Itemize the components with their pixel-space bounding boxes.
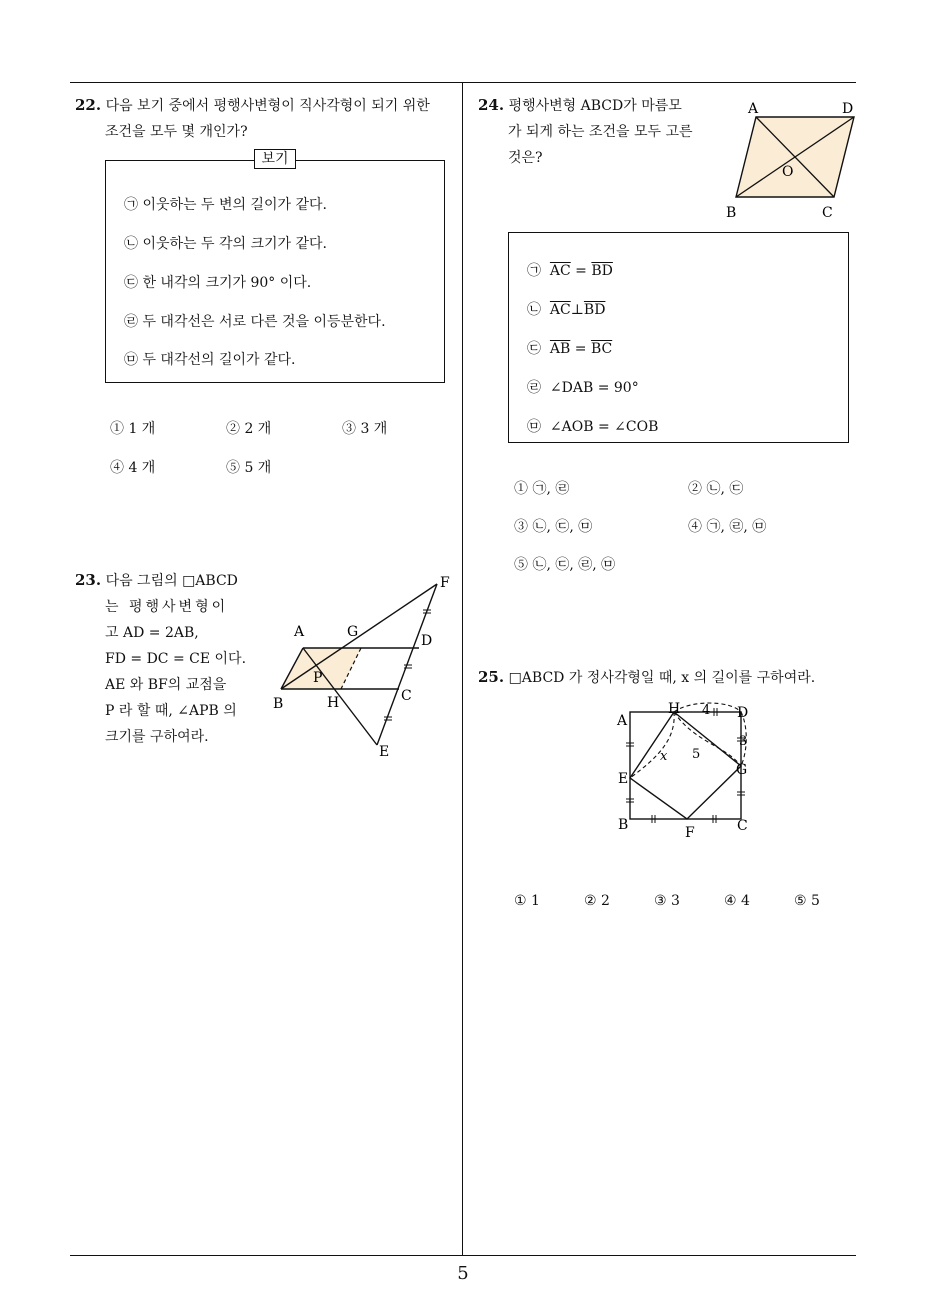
question-text-line: 고 AD = 2AB,: [105, 625, 199, 641]
label-C: C: [737, 818, 748, 834]
choice-3[interactable]: ③ 3: [654, 893, 680, 909]
question-text-line: FD = DC = CE 이다.: [105, 651, 247, 667]
q24-figure: [720, 95, 860, 225]
page-number: 5: [457, 1263, 469, 1284]
question-25: [478, 664, 815, 691]
choice-5[interactable]: ⑤ 5: [794, 893, 820, 909]
label-C: C: [822, 205, 833, 221]
question-text-line: 크기를 구하여라.: [105, 729, 209, 745]
question-24: [478, 92, 718, 171]
label-C: C: [401, 688, 412, 704]
choice-4[interactable]: ④ ㉠, ㉣, ㉤: [688, 519, 767, 535]
label-H: H: [327, 695, 340, 711]
choice-5[interactable]: ⑤ 5 개: [226, 460, 272, 476]
top-rule: [70, 82, 856, 83]
q23-figure: [265, 570, 465, 765]
label-H: H: [668, 701, 681, 717]
condition-2: ㉡ $\overline{AC}\perp\overline{BD}$: [527, 302, 606, 318]
label-G: G: [736, 762, 748, 778]
question-number: 22.: [75, 96, 102, 114]
bogi-box: [105, 151, 445, 383]
label-3: 3: [739, 734, 748, 749]
question-text-line: P 라 할 때, ∠APB 의: [105, 703, 237, 719]
label-P: P: [313, 670, 323, 686]
choice-4[interactable]: ④ 4 개: [110, 460, 156, 476]
choice-1[interactable]: ① 1: [514, 893, 540, 909]
condition-3: ㉢ 한 내각의 크기가 90° 이다.: [124, 275, 312, 291]
label-A: A: [294, 624, 305, 640]
choice-5[interactable]: ⑤ ㉡, ㉢, ㉣, ㉤: [514, 557, 616, 573]
question-23: [75, 567, 255, 750]
label-4: 4: [702, 703, 711, 718]
bottom-rule: [70, 1255, 856, 1256]
choice-4[interactable]: ④ 4: [724, 893, 750, 909]
choice-2[interactable]: ② ㉡, ㉢: [688, 481, 744, 497]
label-D: D: [842, 101, 854, 117]
label-B: B: [273, 696, 284, 712]
question-text-line: 가 되게 하는 조건을 모두 고른: [508, 124, 693, 140]
question-text-line: 다음 보기 중에서 평행사변형이 직사각형이 되기 위한: [105, 98, 430, 114]
question-text-line: 조건을 모두 몇 개인가?: [105, 124, 248, 140]
label-A: A: [617, 713, 628, 729]
label-A: A: [748, 101, 759, 117]
question-number: 25.: [478, 668, 505, 686]
condition-4: ㉣ 두 대각선은 서로 다른 것을 이등분한다.: [124, 314, 386, 330]
condition-5: ㉤ 두 대각선의 길이가 같다.: [124, 352, 296, 368]
label-E: E: [618, 771, 629, 787]
choice-2[interactable]: ② 2: [584, 893, 610, 909]
choice-2[interactable]: ② 2 개: [226, 421, 272, 437]
conditions-box: [508, 232, 849, 443]
label-D: D: [421, 633, 433, 649]
question-text-line: 다음 그림의 □ABCD: [105, 573, 238, 589]
choice-1[interactable]: ① 1 개: [110, 421, 156, 437]
condition-5: ㉤ ∠AOB = ∠COB: [527, 419, 659, 435]
choice-3[interactable]: ③ 3 개: [342, 421, 388, 437]
question-number: 23.: [75, 571, 102, 589]
question-text-line: 는 평행사변형이: [105, 599, 229, 615]
question-22: [75, 92, 455, 145]
condition-1: ㉠ 이웃하는 두 변의 길이가 같다.: [124, 197, 327, 213]
label-F: F: [685, 825, 695, 841]
label-x: x: [660, 749, 668, 764]
label-E: E: [379, 744, 390, 760]
question-text-line: 평행사변형 ABCD가 마름모: [508, 98, 682, 114]
choice-1[interactable]: ① ㉠, ㉣: [514, 481, 570, 497]
label-F: F: [440, 575, 450, 591]
inner-square-EFGH: [630, 712, 741, 819]
condition-1: ㉠ $\overline{AC} = \overline{BD}$: [527, 263, 613, 279]
question-number: 24.: [478, 96, 505, 114]
condition-3: ㉢ $\overline{AB} = \overline{BC}$: [527, 341, 613, 357]
condition-2: ㉡ 이웃하는 두 각의 크기가 같다.: [124, 236, 327, 252]
label-5: 5: [692, 747, 701, 762]
question-text-line: 것은?: [508, 150, 543, 166]
condition-4: ㉣ ∠DAB = 90°: [527, 380, 639, 396]
q25-figure: [610, 698, 770, 848]
label-G: G: [347, 624, 359, 640]
label-B: B: [726, 205, 737, 221]
square-ABCD: [630, 712, 741, 819]
label-D: D: [737, 705, 749, 721]
label-O: O: [782, 164, 794, 180]
question-text-line: AE 와 BF의 교점을: [105, 677, 227, 693]
label-B: B: [618, 817, 629, 833]
choice-3[interactable]: ③ ㉡, ㉢, ㉤: [514, 519, 593, 535]
bogi-title: 보기: [254, 149, 295, 169]
question-text: □ABCD 가 정사각형일 때, x 의 길이를 구하여라.: [508, 670, 816, 686]
